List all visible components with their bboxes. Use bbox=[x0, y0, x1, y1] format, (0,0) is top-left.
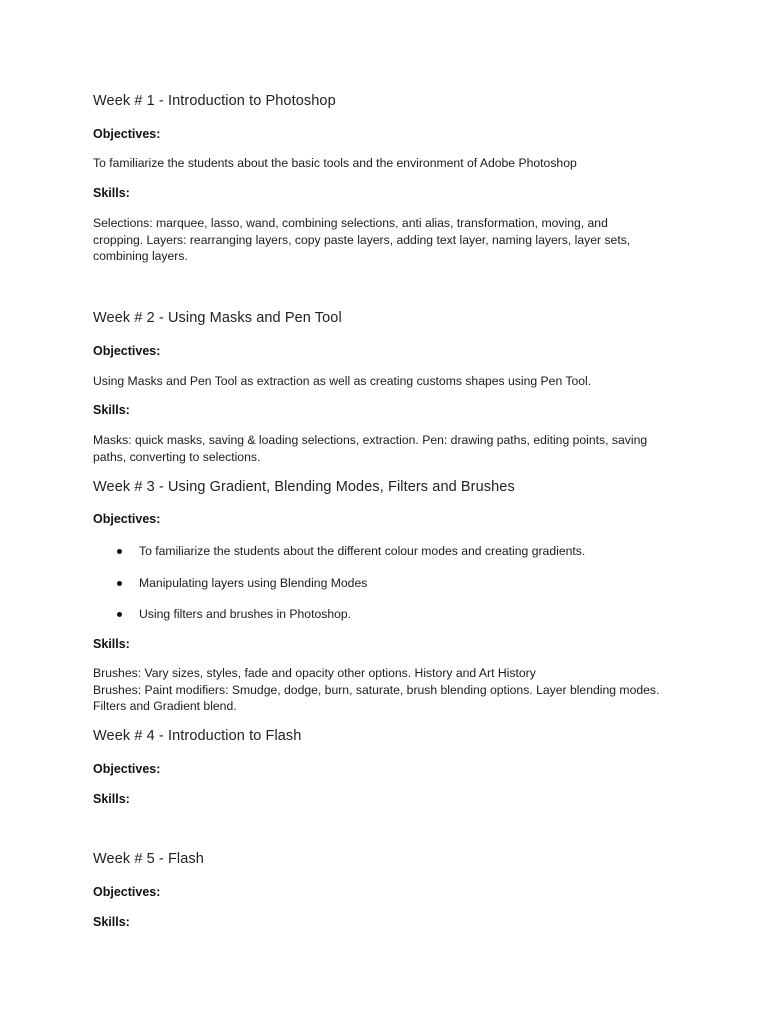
week2-objectives-label: Objectives: bbox=[93, 344, 161, 358]
week3-heading: Week # 3 - Using Gradient, Blending Modes, Filters and Brushes bbox=[93, 479, 515, 495]
bullet-text: To familiarize the students about the different colour modes and creating gradients. bbox=[139, 544, 586, 558]
week2-skills-line: paths, converting to selections. bbox=[93, 449, 261, 464]
week3-skills-line: Filters and Gradient blend. bbox=[93, 699, 237, 713]
week3-objectives-label: Objectives: bbox=[93, 512, 161, 526]
week1-skills-line: combining layers. bbox=[93, 249, 188, 263]
week1-skills-line: cropping. Layers: rearranging layers, copy paste layers, adding text layer, naming layers, layer sets, bbox=[93, 232, 631, 247]
week2-skills-paragraph bbox=[93, 432, 683, 465]
week5-objectives-label: Objectives: bbox=[93, 885, 161, 899]
week4-skills-label: Skills: bbox=[93, 792, 130, 806]
bullet-icon bbox=[117, 549, 122, 554]
bullet-icon bbox=[117, 581, 122, 586]
week1-objectives-label: Objectives: bbox=[93, 127, 161, 141]
bullet-text: Using filters and brushes in Photoshop. bbox=[139, 607, 352, 621]
week1-skills-line: Selections: marquee, lasso, wand, combining selections, anti alias, transformation, moving, and bbox=[93, 216, 608, 230]
week1-skills-paragraph bbox=[93, 215, 683, 265]
week3-skills-paragraph bbox=[93, 665, 683, 715]
week3-skills-line: Brushes: Vary sizes, styles, fade and opacity other options. History and Art History bbox=[93, 666, 536, 680]
week5-heading: Week # 5 - Flash bbox=[93, 851, 204, 867]
week1-heading: Week # 1 - Introduction to Photoshop bbox=[93, 93, 336, 109]
week1-objectives-text: To familiarize the students about the basic tools and the environment of Adobe Photoshop bbox=[93, 156, 577, 170]
week1-skills-label: Skills: bbox=[93, 186, 130, 200]
week2-skills-label: Skills: bbox=[93, 403, 130, 417]
week4-objectives-label: Objectives: bbox=[93, 762, 161, 776]
week2-objectives-text: Using Masks and Pen Tool as extraction as well as creating customs shapes using Pen Tool. bbox=[93, 374, 592, 388]
week2-heading: Week # 2 - Using Masks and Pen Tool bbox=[93, 310, 342, 326]
week3-skills-line: Brushes: Paint modifiers: Smudge, dodge, burn, saturate, brush blending options. Layer blending modes. bbox=[93, 682, 660, 697]
bullet-text: Manipulating layers using Blending Modes bbox=[139, 576, 368, 590]
week2-skills-line: Masks: quick masks, saving & loading selections, extraction. Pen: drawing paths, editing points, saving bbox=[93, 433, 648, 447]
week4-heading: Week # 4 - Introduction to Flash bbox=[93, 728, 302, 744]
week3-skills-label: Skills: bbox=[93, 637, 130, 651]
bullet-icon bbox=[117, 612, 122, 617]
week5-skills-label: Skills: bbox=[93, 915, 130, 929]
